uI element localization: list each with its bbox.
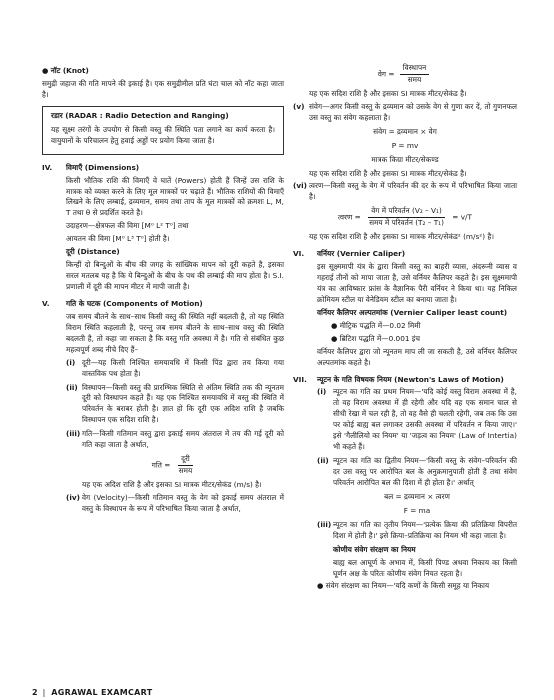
item-text: गति—किसी गतिमान वस्तु द्वारा इकाई समय अंतराल में तय की गई दूरी को गति कहा जाता है अर्थात,	[82, 429, 284, 450]
least-count-text: वर्नियर कैलिपर द्वारा जो न्यूनतम माप ली जा सकती है, उसे वर्नियर कैलिपर अल्पतमांक कहते है।	[317, 346, 517, 367]
item-text: दूरी—यह किसी निश्चित समयावधि में किसी पिंड द्वारा तय किया गया वास्तविक पथ होता है।	[82, 357, 284, 378]
list-item	[317, 456, 517, 489]
momentum-formula-1: संवेग = द्रव्यमान × वेग	[373, 126, 437, 136]
item-label: (ii)	[317, 456, 329, 466]
momentum-unit-text: यह एक सदिश राशि है और इसका SI मात्रक मीटर/सेकंड है।	[309, 168, 467, 178]
item-text: न्यूटन का गति का प्रथम नियम—'यदि कोई वस्तु विराम अवस्था में है, तो वह विराम अवस्था में ही रहेगी और यदि वह एक समान चाल से सीधी रेखा में चल रही है, तो वह वैसे ही चलती रहेगी, जब तक कि उस पर कोई बाह्य बल लगाकर उसकी अवस्था में परिवर्तन न किया जाए।' इसे 'गैलीलियो का नियम' या 'जड़त्व का नियम' (Law of Intertia) भी कहते हैं।	[333, 387, 517, 452]
angular-momentum-text: बाह्य बल आघूर्ण के अभाव में, किसी पिण्ड अथवा निकाय का किसी घूर्णन अक्ष के परितः कोणीय संवेग नियत रहता है।	[333, 557, 517, 578]
speed-denominator: समय	[178, 466, 193, 476]
section-v-title: गति के घटक (Components of Motion)	[66, 298, 203, 308]
section-iv-example-2: आयतन की विमा [M⁰ L³ T⁰] होती है।	[66, 234, 170, 244]
acceleration-lhs: त्वरण =	[338, 212, 361, 222]
list-item	[66, 383, 284, 427]
radar-box	[42, 106, 284, 155]
footer-separator: |	[42, 688, 46, 697]
distance-title: दूरी (Distance)	[66, 247, 120, 257]
item-label: (v)	[293, 101, 305, 111]
velocity-lhs: वेग =	[377, 69, 395, 79]
velocity-unit-text: यह एक सदिश राशि है और इसका SI मात्रक मीटर/सेकंड है।	[309, 88, 467, 98]
list-item	[317, 387, 517, 453]
section-iv-body	[42, 176, 284, 293]
list-item	[317, 520, 517, 542]
velocity-fraction	[400, 63, 429, 86]
brand-name: AGRAWAL EXAMCART	[51, 688, 153, 697]
section-v-heading	[42, 299, 284, 310]
section-vii-body	[293, 387, 517, 592]
right-column	[293, 60, 517, 594]
least-count-metric-text: मीट्रिक पद्धति में—0.02 मिमी	[339, 320, 421, 330]
section-iv-example-1: उदाहरण—क्षेत्रफल की विमा [M⁰ L² T⁰] तथा	[66, 221, 189, 231]
page-number: 2	[32, 688, 38, 697]
list-item	[293, 102, 517, 124]
section-v-body	[42, 312, 284, 515]
section-iv-number: IV.	[42, 162, 53, 172]
left-column	[42, 66, 284, 518]
acceleration-numerator: वेग में परिवर्तन (V₂ – V₁)	[368, 206, 445, 218]
section-vi-title: वर्नियर (Vernier Caliper)	[317, 249, 406, 259]
speed-unit-text: यह एक अदिश राशि है और इसका SI मात्रक मीटर/सेकंड (m/s) है।	[82, 480, 262, 489]
acceleration-formula	[293, 206, 517, 229]
radar-box-title: रडार (RADAR : Radio Detection and Ranging)	[51, 110, 229, 120]
knot-text: समुद्री जहाज की गति मापने की इकाई है। एक समुद्रीमील प्रति घंटा चाल को नॉट कहा जाता है।	[42, 78, 284, 99]
list-item	[66, 429, 284, 451]
radar-box-text: यह सूक्ष्म तरंगों के उपयोग से किसी वस्तु की स्थिति पता लगाने का कार्य करता है। वायुयानों के परिचालन हेतु हवाई अड्डों पर प्रयोग किया जाता है।	[51, 124, 275, 145]
speed-numerator: दूरी	[178, 454, 193, 466]
item-text: वेग (Velocity)—किसी गतिमान वस्तु के वेग को इकाई समय अंतराल में वस्तु के विस्थापन के रूप में परिभाषित किया जाता है अर्थात,	[82, 492, 284, 513]
speed-lhs: गति =	[151, 460, 171, 470]
force-formula-2: F = ma	[403, 505, 431, 515]
item-text: न्यूटन का गति का तृतीय नियम—'प्रत्येक क्रिया की प्रतिक्रिया विपरीत दिशा में होती है।' इसे क्रिया–प्रतिक्रिया का नियम भी कहा जाता है।	[333, 519, 517, 540]
momentum-formula-3: मात्रक किग्रा मीटर/सेकण्ड	[371, 154, 439, 164]
least-count-metric	[317, 321, 517, 332]
page-footer	[32, 686, 522, 700]
velocity-numerator: विस्थापन	[400, 63, 429, 75]
item-label: (iv)	[66, 492, 80, 502]
knot-title: नॉट (Knot)	[50, 66, 89, 75]
section-vii-heading	[293, 375, 517, 386]
velocity-formula	[293, 63, 517, 86]
conservation-text: संवेग संरक्षण का नियम—'यदि कणों के किसी समूह या निकाय	[325, 581, 490, 591]
list-item	[66, 358, 284, 380]
acceleration-fraction	[366, 206, 447, 229]
item-label: (iii)	[66, 429, 81, 439]
section-vi-text: इस सूक्ष्ममापी यंत्र के द्वारा किसी वस्तु का बाहरी व्यास, अंदरूनी व्यास व गहराई तीनों को मापा जाता है, उसे वर्नियर कैलिपर कहते है। इस सूक्ष्ममापी यंत्र का आविष्कार फ्रांस के वैज्ञानिक पैरी वर्नियर ने किया था। यह निकिल क्रोमियम स्टील या वेनेडियम स्टील का बनाया जाता है।	[317, 262, 517, 304]
item-text: न्यूटन का गति का द्वितीय नियम—'किसी वस्तु के संवेग–परिवर्तन की दर उस वस्तु पर आरोपित बल के अनुक्रमानुपाती होती है तथा संवेग परिवर्तन आरोपित बल की दिशा में ही होता है।' अर्थात्	[333, 456, 517, 487]
speed-fraction	[176, 454, 196, 477]
velocity-denominator: समय	[407, 74, 422, 84]
acceleration-rhs: = v/T	[452, 212, 472, 222]
section-vi-heading	[293, 249, 517, 260]
force-formula-1: बल = द्रव्यमान × त्वरण	[384, 491, 450, 501]
list-item	[66, 493, 284, 515]
momentum-formula-2: P = mv	[391, 140, 419, 150]
least-count-british-text: ब्रिटिश पद्धति में—0.001 इंच	[339, 333, 421, 343]
bullet-dot: ●	[317, 581, 326, 591]
item-text: संवेग—अगर किसी वस्तु के द्रव्यमान को उसके वेग से गुणा कर दें, तो गुणनफल उस वस्तु का संवेग कहलाता है।	[309, 101, 517, 122]
least-count-british	[317, 334, 517, 345]
section-vii-title: न्यूटन के गति विषयक नियम (Newton's Laws of Motion)	[317, 374, 504, 384]
bullet-dot: ●	[42, 66, 51, 75]
section-v-text: जब समय बीतने के साथ–साथ किसी वस्तु की स्थिति नहीं बदलती है, तो यह स्थिति विराम स्थिति कहलाती है, परन्तु जब समय बीतने के साथ–साथ वस्तु की स्थिति बदलती है, तो कहा जा सकता है कि वस्तु गति अवस्था में है। गति से संबंधित कुछ महत्वपूर्ण शब्द नीचे दिए हैं–	[66, 311, 284, 354]
conservation-line	[317, 581, 517, 592]
item-label: (vi)	[293, 181, 307, 191]
angular-momentum-title: कोणीय संवेग संरक्षण का नियम	[333, 544, 416, 554]
distance-text: किन्हीं दो बिन्दुओं के बीच की जगह के सांख्यिक मापन को दूरी कहते है, इसका सरल मतलब यह है कि ये बिन्दुओं के बीच के पथ की लम्बाई की माप होता है। S.I. प्रणाली में दूरी की मापन मीटर में मापी जाती है।	[66, 260, 284, 291]
item-label: (iii)	[317, 519, 332, 529]
section-vi-body	[293, 262, 517, 368]
section-vi-number: VI.	[293, 249, 305, 259]
section-iv-heading	[42, 163, 284, 174]
section-iv-text: किसी भौतिक राशि की विमाएँ वे घातें (Powers) होती हैं जिन्हें उस राशि के मात्रक को व्यक्त करने के लिए मूल मात्रकों पर चढ़ाते हैं। भौतिक राशियों की विमाएँ लिखने के लिए लम्बाई, द्रव्यमान, समय तथा ताप के मूल मात्रकों को क्रमशः L, M, T तथा θ से प्रदर्शित करते है।	[66, 175, 284, 218]
section-iv-title: विमाएँ (Dimensions)	[66, 162, 140, 172]
acceleration-unit-text: यह एक सदिश राशि है और इसका SI मात्रक मीटर/सेकंड² (m/s²) है।	[309, 232, 495, 242]
item-label: (i)	[317, 387, 327, 397]
item-text: त्वरण—किसी वस्तु के वेग में परिवर्तन की दर के रूप में परिभाषित किया जाता है।	[309, 181, 517, 202]
bullet-dot: ●	[331, 333, 340, 343]
item-label: (ii)	[66, 382, 78, 392]
bullet-dot: ●	[331, 320, 340, 330]
knot-title-line	[42, 66, 284, 77]
least-count-title: वर्नियर कैलिपर अल्पतमांक (Vernier Caliper least count)	[317, 307, 508, 317]
acceleration-denominator: समय में परिवर्तन (T₂ – T₁)	[369, 218, 444, 228]
item-text: विस्थापन—किसी वस्तु की प्रारम्भिक स्थिति से अंतिम स्थिति तक की न्यूनतम दूरी को विस्थापन कहते हैं। यह एक निश्चित समयावधि में वस्तु की स्थिति में परिवर्तन के बराबर होती है। ज्ञात हो कि दूरी एक अदिश राशि है जबकि विस्थापन एक सदिश राशि है।	[82, 382, 284, 425]
section-v-number: V.	[42, 298, 50, 308]
item-label: (i)	[66, 357, 76, 367]
section-vii-number: VII.	[293, 374, 307, 384]
speed-formula	[66, 454, 284, 477]
list-item	[293, 181, 517, 203]
